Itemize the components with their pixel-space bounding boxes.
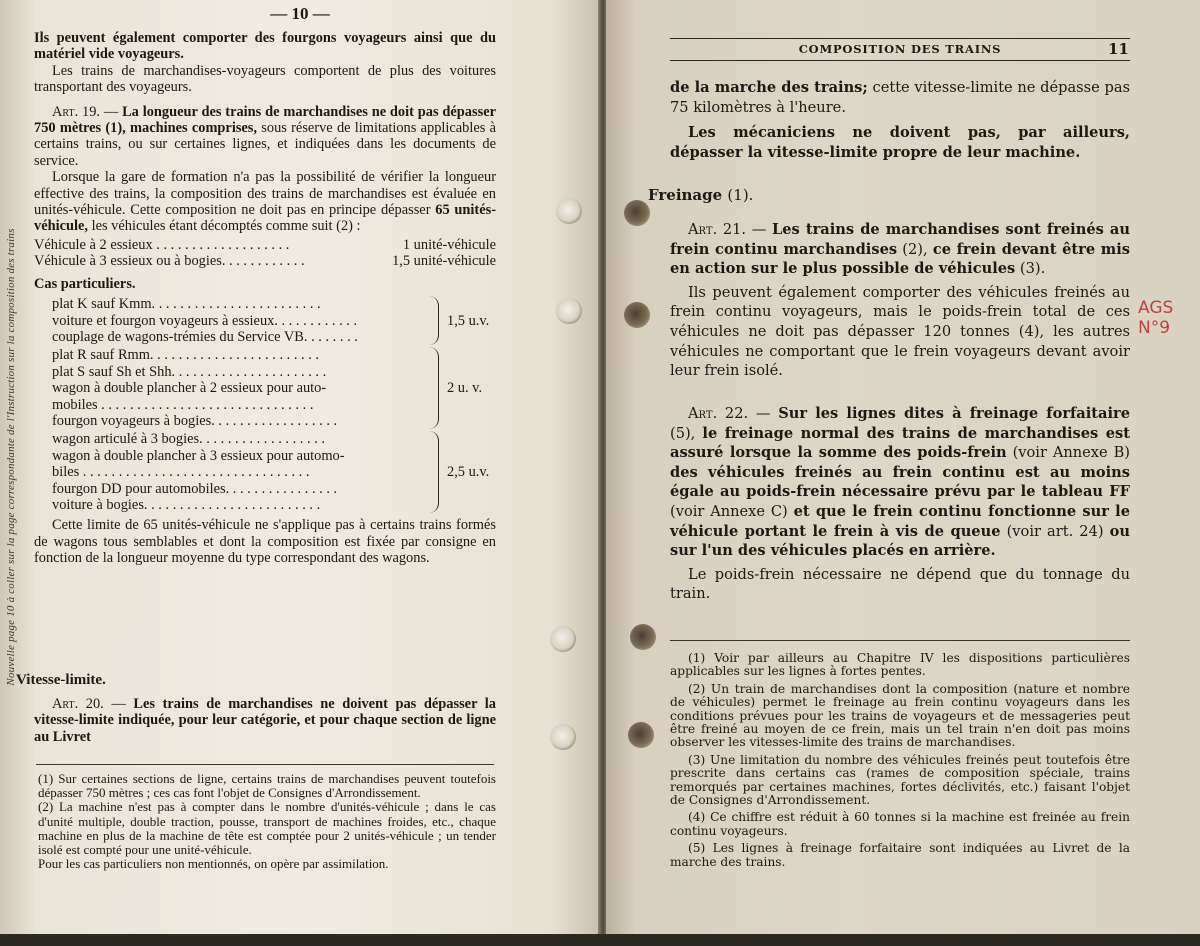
art22-ref: (5), <box>670 424 696 442</box>
unit-row <box>34 237 496 253</box>
group-item: fourgon voyageurs à bogies. . . . . . . . . . . . . . . . . . <box>52 412 338 429</box>
art22-bold: Sur les lignes dites à freinage forfaitaire <box>778 405 1130 422</box>
footnote: (1) Sur certaines sections de ligne, certains trains de marchandises peuvent toutefois dépasser 750 mètres ; ces cas font l'objet de Consignes d'Arrondissement. <box>38 771 496 801</box>
punch-hole <box>630 624 656 650</box>
art20-text <box>34 696 496 745</box>
right-footnotes <box>670 652 1130 873</box>
unit-row <box>34 253 496 269</box>
punch-hole <box>628 722 654 748</box>
art21-paragraph-2: Ils peuvent également comporter des véhicules freinés au frein continu voyageurs, mais le poids-frein total de ces véhicules ne doit pas dépasser 120 tonnes (4), les autres véhicules ne comportant que le frein voyageurs devant avoir leur frein isolé. <box>670 283 1130 380</box>
group-items <box>52 296 439 345</box>
art19-paragraph-3: Cette limite de 65 unités-véhicule ne s'applique pas à certains trains formés de wagons tous semblables et dont la composition est fixée par consigne en fonction de la longueur moyenne du type correspondant des wagons. <box>34 517 496 567</box>
art22-bold: des véhicules freinés au frein continu est au moins égale au poids-frein nécessaire prévu par le tableau FF <box>670 463 1130 501</box>
intro-text: Les trains de marchandises-voyageurs comportent de plus des voitures transportant des voyageurs. <box>34 62 496 96</box>
unit-label: Véhicule à 2 essieux . . . . . . . . . . . . . . . . . . . <box>34 236 290 253</box>
units-list <box>34 237 496 270</box>
art21-ref: (3). <box>1019 260 1046 278</box>
right-body-top <box>670 78 1130 162</box>
art22-ref: (voir art. 24) <box>1006 522 1104 540</box>
group-item: plat R sauf Rmm. . . . . . . . . . . . . . . . . . . . . . . . <box>52 347 320 364</box>
group-item: plat S sauf Sh et Shh. . . . . . . . . . . . . . . . . . . . . . <box>52 363 327 380</box>
art19-label: Art. 19. — <box>52 103 119 120</box>
group-item: voiture à bogies. . . . . . . . . . . . . . . . . . . . . . . . . <box>52 496 321 513</box>
art22-ref: (voir Annexe C) <box>670 502 788 520</box>
punch-hole <box>550 724 576 750</box>
article-20 <box>34 696 496 745</box>
group-item: couplage de wagons-trémies du Service VB. . . . . . . . <box>52 328 358 345</box>
group-value: 2,5 u.v. <box>447 464 490 481</box>
group-items <box>52 347 439 429</box>
group-items <box>52 431 439 513</box>
footnote: (3) Une limitation du nombre des véhicules freinés peut toutefois être prescrite dans certains cas (rames de composition spéciale, trains remorqués par certaines machines, fortes déclivités, etc.) faisant l'objet de Consignes d'Arrondissement. <box>670 752 1130 808</box>
cont-text: cette vitesse-limite ne dépasse pas 75 kilomètres à l'heure. <box>670 79 1131 116</box>
group-2 <box>52 347 496 429</box>
group-value: 2 u. v. <box>447 380 483 397</box>
art20-continuation <box>670 78 1130 117</box>
article-19 <box>34 104 496 170</box>
footnote: (2) La machine n'est pas à compter dans le nombre d'unités-véhicule ; dans le cas d'unité multiple, double traction, pousse, transport de machines froides, etc., chaque machine en plus de la machine de tête est comptée pour 2 unités-véhicule ; un tender isolé est compté pour une unité-véhicule. <box>38 799 496 858</box>
group-1-5 <box>52 296 496 345</box>
unit-value: 1,5 unité-véhicule <box>392 253 496 270</box>
group-item: wagon à double plancher à 2 essieux pour auto- <box>52 380 327 397</box>
art22-label: Art. 22. — <box>688 405 771 422</box>
bottom-edge <box>0 934 1200 946</box>
art22-bold: le freinage normal des trains de marchandises est assuré lorsque la somme des poids-frein <box>670 424 1131 462</box>
page-number-left: — 10 — <box>270 4 330 23</box>
art21-bold2: ce frein devant être mis en action sur le plus possible de véhicules <box>670 240 1131 278</box>
page-number-right: 11 <box>1108 40 1129 58</box>
left-page <box>0 0 600 934</box>
left-footnotes <box>38 772 496 871</box>
art21-ref: (2), <box>902 240 928 258</box>
art22-paragraph-2: Le poids-frein nécessaire ne dépend que du tonnage du train. <box>670 565 1130 603</box>
left-body <box>34 30 496 567</box>
group-item: biles . . . . . . . . . . . . . . . . . . . . . . . . . . . . . . . . <box>52 464 310 481</box>
unit-value: 1 unité-véhicule <box>402 236 496 253</box>
group-item: wagon à double plancher à 3 essieux pour automo- <box>52 447 345 464</box>
handwritten-note: AGS N°9 <box>1138 298 1174 338</box>
article-21 <box>670 220 1130 381</box>
margin-note: Nouvelle page 10 à coller sur la page correspondante de l'Instruction sur la composition des trains <box>5 228 17 686</box>
art22-bold: ou sur l'un des véhicules placés en arrière. <box>670 522 1131 560</box>
group-item: wagon articulé à 3 bogies. . . . . . . . . . . . . . . . . . <box>52 431 325 448</box>
intro-bold: Ils peuvent également comporter des fourgons voyageurs ainsi que du matériel vide voyageurs. <box>34 30 496 63</box>
group-item: mobiles . . . . . . . . . . . . . . . . . . . . . . . . . . . . . . <box>52 396 314 413</box>
art22-text <box>670 404 1130 561</box>
footnote: (4) Ce chiffre est réduit à 60 tonnes si la machine est freinée au frein continu voyageurs. <box>670 810 1130 838</box>
freinage-title: Freinage <box>648 186 723 204</box>
group-2-5 <box>52 431 496 513</box>
freinage-heading <box>648 186 753 204</box>
header-rule <box>670 38 1130 39</box>
art19-p2c: les véhicules étant décomptés comme suit (2) : <box>91 218 361 235</box>
freinage-note: (1). <box>727 186 754 204</box>
mecaniciens-text: Les mécaniciens ne doivent pas, par ailleurs, dépasser la vitesse-limite propre de leur machine. <box>670 124 1130 161</box>
footnote-rule <box>36 764 494 765</box>
art21-bold: Les trains de marchandises sont freinés au frein continu marchandises <box>670 221 1130 258</box>
punch-hole <box>624 302 650 328</box>
footnote: (1) Voir par ailleurs au Chapitre IV les dispositions particulières applicables sur les lignes à fortes pentes. <box>670 651 1130 679</box>
art19-rest: sous réserve de limitations applicables à certains trains, ou sur certaines lignes, et indiquées dans les documents de service. <box>34 120 496 169</box>
art19-p2a: Lorsque la gare de formation n'a pas la possibilité de vérifier la longueur effective des trains, la composition des trains de marchandises est évaluée en unités-véhicule. Cette composition ne doit pas en principe dépasser <box>34 169 496 219</box>
cas-particuliers-heading: Cas particuliers. <box>34 275 136 292</box>
group-item: fourgon DD pour automobiles. . . . . . . . . . . . . . . . <box>52 480 338 497</box>
art20-bold: Les trains de marchandises ne doivent pas dépasser la vitesse-limite indiquée, pour leur catégorie, et pour chaque section de ligne au Livret <box>34 696 496 745</box>
vitesse-limite-heading: Vitesse-limite. <box>16 672 106 688</box>
art19-bold: La longueur des trains de marchandises ne doit pas dépasser 750 mètres (1), machines comprises, <box>34 103 496 137</box>
punch-hole <box>556 298 582 324</box>
art19-paragraph-2 <box>34 169 496 235</box>
art21-text <box>670 220 1130 279</box>
article-22 <box>670 404 1130 604</box>
art22-ref: (voir Annexe B) <box>1012 444 1130 462</box>
group-item: voiture et fourgon voyageurs à essieux. . . . . . . . . . . . <box>52 312 358 329</box>
punch-hole <box>550 626 576 652</box>
footnote-rule <box>670 640 1130 641</box>
group-item: plat K sauf Kmm. . . . . . . . . . . . . . . . . . . . . . . . <box>52 296 321 313</box>
art19-p2b: 65 unités-véhicule, <box>34 202 496 235</box>
art21-label: Art. 21. — <box>688 221 767 238</box>
running-head: COMPOSITION DES TRAINS <box>798 42 1002 56</box>
footnote: Pour les cas particuliers non mentionnés, on opère par assimilation. <box>38 856 389 872</box>
footnote: (2) Un train de marchandises dont la composition (nature et nombre de véhicules) permet le freinage au frein continu voyageurs dans les conditions prévues pour les trains de voyageurs et de messageries peut être freiné au moyen de ce frein, mais un tel train n'en doit pas moins observer les vitesses-limite des trains de marchandises. <box>670 681 1130 750</box>
art20-label: Art. 20. — <box>52 696 126 712</box>
group-value: 1,5 u.v. <box>447 312 490 329</box>
punch-hole <box>624 200 650 226</box>
unit-label: Véhicule à 3 essieux ou à bogies. . . . . . . . . . . . <box>34 253 305 270</box>
art22-bold: et que le frein continu fonctionne sur le véhicule portant le frein à vis de queue <box>670 502 1130 540</box>
footnote: (5) Les lignes à freinage forfaitaire sont indiquées au Livret de la marche des trains. <box>670 841 1130 869</box>
header-rule <box>670 60 1130 61</box>
cont-bold: de la marche des trains; <box>670 79 868 96</box>
punch-hole <box>556 198 582 224</box>
